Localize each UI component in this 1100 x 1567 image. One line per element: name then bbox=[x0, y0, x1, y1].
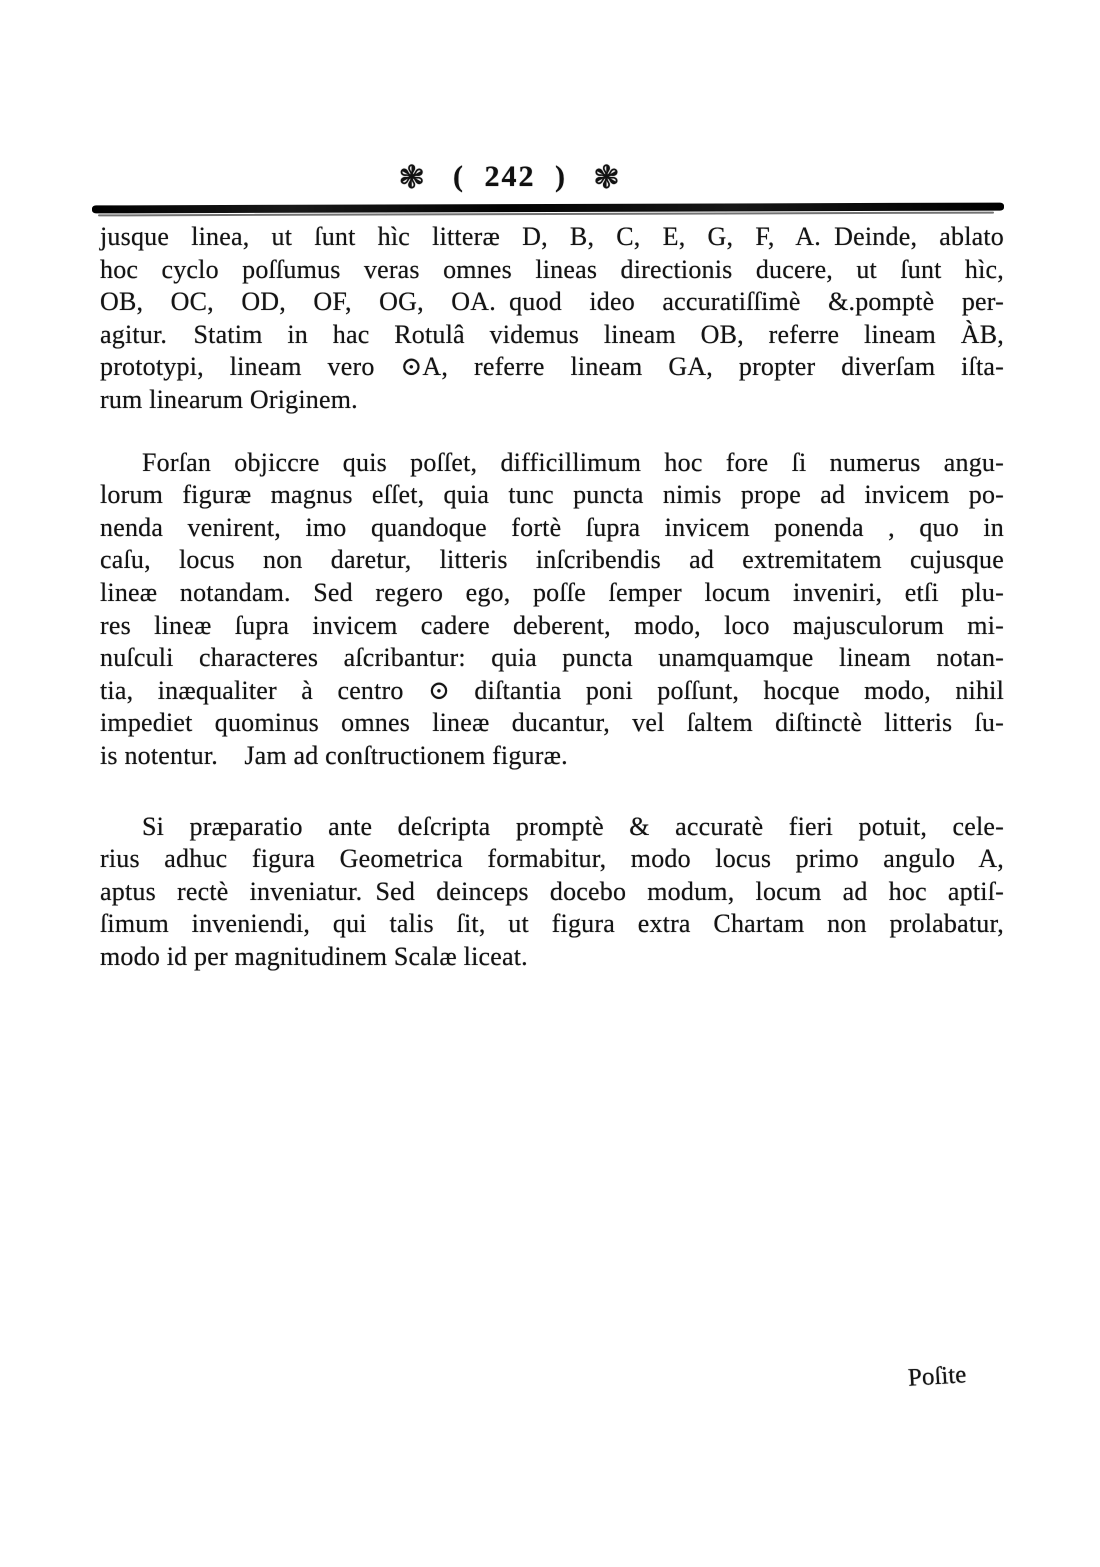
text-line: lorum figuræ magnus eſſet, quia tunc puncta nimis prope ad invicem po- bbox=[100, 480, 1004, 510]
paragraph-2 bbox=[100, 447, 1004, 773]
text-line: jusque linea, ut ſunt hìc litteræ D, B, C, E, G, F, A. Deinde, ablato bbox=[100, 222, 1004, 251]
catchword: Poſite bbox=[907, 1361, 968, 1392]
text-line: nuſculi characteres aſcribantur: quia puncta unamquamque lineam notan- bbox=[100, 643, 1004, 673]
text-line: caſu, locus non daretur, litteris inſcribendis ad extremitatem cujusque bbox=[100, 545, 1004, 575]
text-line: aptus rectè inveniatur. Sed deinceps docebo modum, locum ad hoc aptiſ- bbox=[100, 876, 1004, 906]
text-line: nenda venirent, imo quandoque fortè ſupra invicem ponenda , quo in bbox=[100, 512, 1004, 542]
text-line: agitur. Statim in hac Rotulâ videmus lineam OB, referre lineam ÀB, bbox=[100, 319, 1004, 349]
text-line: res lineæ ſupra invicem cadere deberent, modo, loco majusculorum mi- bbox=[100, 610, 1004, 640]
text-line: prototypi, lineam vero ⊙A, referre lineam GA, propter diverſam iſta- bbox=[100, 352, 1004, 382]
paragraph-1 bbox=[100, 221, 1004, 417]
fleuron-left-icon: ❃ bbox=[398, 158, 427, 196]
text-line: rum linearum Originem. bbox=[100, 384, 358, 414]
text-line: Si præparatio ante deſcripta promptè & accuratè fieri potuit, cele- bbox=[142, 811, 1004, 841]
fleuron-right-icon: ❃ bbox=[592, 158, 622, 196]
text-line: hoc cyclo poſſumus veras omnes lineas directionis ducere, ut ſunt hìc, bbox=[100, 254, 1004, 284]
text-line: modo id per magnitudinem Scalæ liceat. bbox=[100, 941, 528, 971]
paragraph-3 bbox=[100, 811, 1004, 974]
text-line: ſimum inveniendi, qui talis ſit, ut figura extra Chartam non prolabatur, bbox=[100, 909, 1004, 939]
text-line: rius adhuc figura Geometrica formabitur, modo locus primo angulo A, bbox=[100, 844, 1004, 874]
page-header bbox=[0, 158, 1020, 196]
page-body bbox=[100, 221, 1004, 973]
page-number: ( 242 ) bbox=[453, 160, 567, 193]
text-line: Forſan objiccre quis poſſet, difficillimum hoc fore ſi numerus angu- bbox=[142, 447, 1004, 477]
text-line: lineæ notandam. Sed regero ego, poſſe ſemper locum inveniri, etſi plu- bbox=[100, 577, 1004, 607]
text-line: impediet quominus omnes lineæ ducantur, vel ſaltem diſtinctè litteris ſu- bbox=[100, 708, 1004, 738]
text-line: OB, OC, OD, OF, OG, OA. quod ideo accuratiſſimè &.pomptè per- bbox=[100, 287, 1004, 317]
text-line: is notentur. Jam ad conſtructionem figuræ. bbox=[100, 740, 568, 770]
header-rule bbox=[92, 203, 1004, 214]
text-line: tia, inæqualiter à centro ⊙ diſtantia poni poſſunt, hocque modo, nihil bbox=[100, 675, 1004, 705]
